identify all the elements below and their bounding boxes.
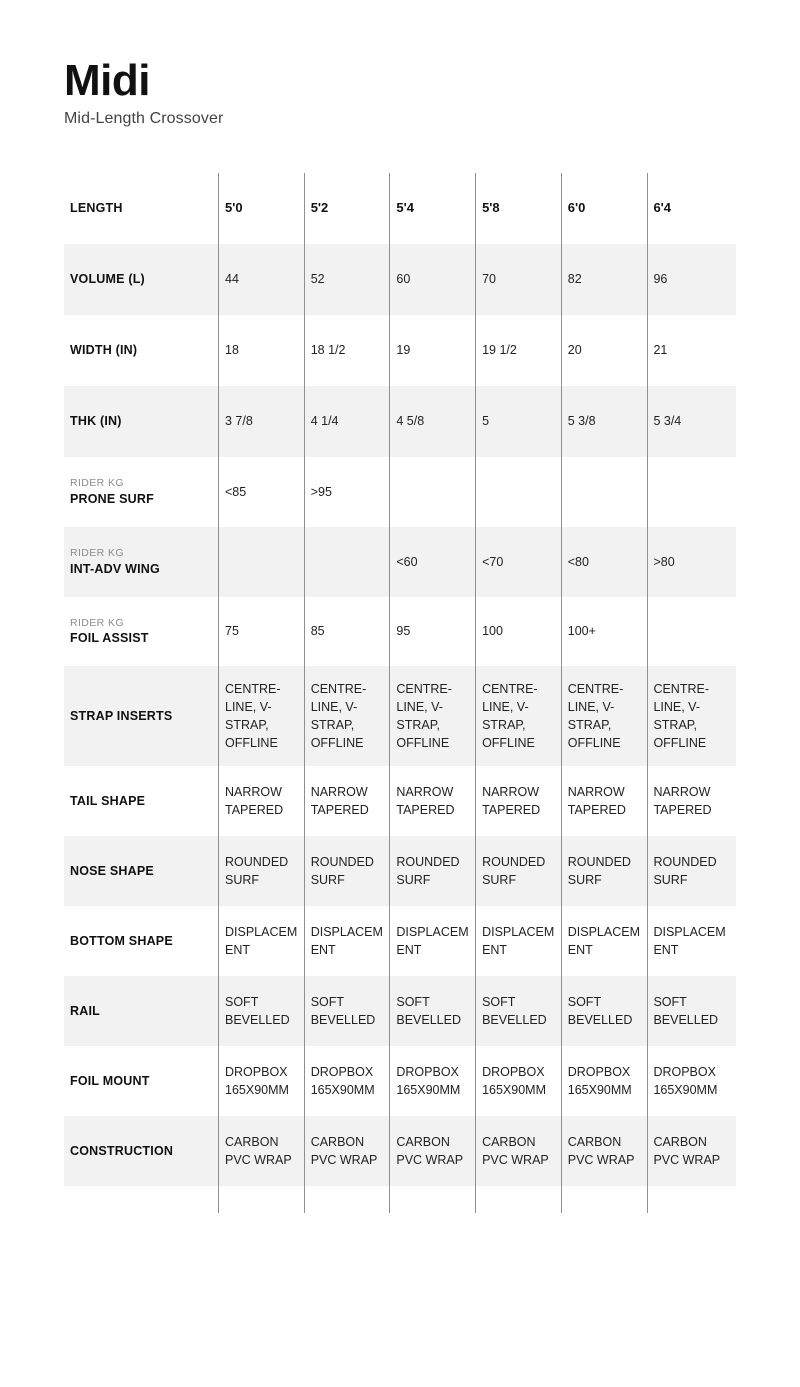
- cell-width-in-5-4: 19: [396, 343, 411, 358]
- cell-foil-mount-6-4: DROPBOX 165X90MM: [653, 1064, 718, 1097]
- table-row: [64, 976, 736, 1046]
- cell-prone-surf-5-2: >95: [310, 484, 332, 499]
- cell-foil-mount-5-8: DROPBOX 165X90MM: [482, 1064, 546, 1097]
- cell-strap-inserts-5-4: CENTRE-LINE, V-STRAP, OFFLINE: [396, 681, 452, 751]
- cell-int-adv-wing-5-8: <70: [482, 554, 504, 569]
- row-header-width-in: [64, 315, 218, 386]
- cell-foil-assist-6-4: [646, 597, 732, 666]
- cell-width-in-6-0: 20: [567, 343, 582, 358]
- cell-nose-shape-5-2: ROUNDED SURF: [310, 854, 374, 887]
- cell-construction-5-4: CARBON PVC WRAP: [396, 1134, 464, 1167]
- cell-thk-in-5-2: 4 1/4: [310, 414, 339, 429]
- row-header-int-adv-wing: [64, 527, 218, 597]
- cell-foil-assist-5-8: 100: [482, 624, 503, 639]
- row-label-text: NOSE SHAPE: [70, 863, 154, 878]
- row-label-text: PRONE SURF: [70, 491, 154, 506]
- cell-int-adv-wing-5-0: [218, 527, 304, 597]
- cell-nose-shape-5-8: ROUNDED SURF: [482, 854, 546, 887]
- cell-rail-6-4: SOFT BEVELLED: [653, 994, 719, 1027]
- table-row: [64, 666, 736, 766]
- cell-foil-assist-5-4: 95: [396, 624, 411, 639]
- cell-nose-shape-5-0: ROUNDED SURF: [225, 854, 289, 887]
- cell-strap-inserts-5-8: CENTRE-LINE, V-STRAP, OFFLINE: [482, 681, 538, 751]
- table-row: [64, 315, 736, 386]
- cell-construction-6-4: CARBON PVC WRAP: [653, 1134, 721, 1167]
- cell-prone-surf-5-4: [389, 457, 475, 527]
- column-header-5-2: 5'2: [310, 200, 329, 216]
- cell-bottom-shape-5-2: DISPLACEMENT: [310, 924, 383, 957]
- cell-foil-assist-5-0: 75: [225, 624, 239, 639]
- cell-width-in-5-0: 18: [225, 343, 239, 358]
- row-header-strap-inserts: [64, 666, 218, 766]
- row-header-thk-in: [64, 386, 218, 457]
- row-label-text: INT-ADV WING: [70, 561, 160, 576]
- row-label-text: CONSTRUCTION: [70, 1143, 174, 1158]
- cell-foil-mount-5-4: DROPBOX 165X90MM: [396, 1064, 461, 1097]
- cell-foil-assist-6-0: 100+: [567, 624, 596, 639]
- cell-tail-shape-5-0: NARROW TAPERED: [225, 784, 284, 817]
- table-row: [64, 766, 736, 836]
- table-row: [64, 1046, 736, 1116]
- table-row: [64, 457, 736, 527]
- row-label-kicker: RIDER KG: [70, 616, 124, 629]
- cell-volume-l-6-0: 82: [567, 272, 582, 287]
- row-label-text: THK (IN): [70, 414, 122, 428]
- row-label-kicker: RIDER KG: [70, 477, 124, 490]
- row-header-prone-surf: [64, 457, 218, 527]
- cell-bottom-shape-6-0: DISPLACEMENT: [567, 924, 640, 957]
- cell-construction-6-0: CARBON PVC WRAP: [567, 1134, 635, 1167]
- cell-int-adv-wing-5-2: [304, 527, 390, 597]
- row-label-kicker: RIDER KG: [70, 547, 124, 560]
- row-header-nose-shape: [64, 836, 218, 906]
- cell-strap-inserts-5-2: CENTRE-LINE, V-STRAP, OFFLINE: [310, 681, 367, 751]
- cell-construction-5-8: CARBON PVC WRAP: [482, 1134, 549, 1167]
- cell-bottom-shape-5-0: DISPLACEMENT: [225, 924, 298, 957]
- row-label-text: BOTTOM SHAPE: [70, 933, 173, 948]
- cell-nose-shape-6-4: ROUNDED SURF: [653, 854, 717, 887]
- cell-thk-in-5-4: 4 5/8: [396, 414, 425, 429]
- row-header-length: [64, 173, 218, 244]
- row-header-tail-shape: [64, 766, 218, 836]
- cell-volume-l-5-4: 60: [396, 272, 411, 287]
- cell-foil-mount-5-2: DROPBOX 165X90MM: [310, 1064, 375, 1097]
- cell-int-adv-wing-6-4: >80: [653, 554, 675, 569]
- page-subtitle: Mid-Length Crossover: [64, 110, 224, 128]
- cell-thk-in-5-0: 3 7/8: [225, 414, 253, 429]
- table-row: [64, 527, 736, 597]
- row-header-bottom-shape: [64, 906, 218, 976]
- row-label-text: WIDTH (IN): [70, 343, 138, 357]
- row-label-text: FOIL MOUNT: [70, 1073, 150, 1088]
- row-header-rail: [64, 976, 218, 1046]
- page-header: [64, 58, 744, 128]
- cell-width-in-5-2: 18 1/2: [310, 343, 346, 358]
- table-row: [64, 386, 736, 457]
- cell-volume-l-5-2: 52: [310, 272, 325, 287]
- cell-int-adv-wing-5-4: <60: [396, 554, 418, 569]
- cell-prone-surf-5-0: <85: [225, 484, 247, 499]
- cell-rail-5-4: SOFT BEVELLED: [396, 994, 461, 1027]
- cell-foil-mount-5-0: DROPBOX 165X90MM: [225, 1064, 289, 1097]
- table-row: [64, 836, 736, 906]
- cell-width-in-6-4: 21: [653, 343, 668, 358]
- table-row: [64, 906, 736, 976]
- cell-bottom-shape-5-4: DISPLACEMENT: [396, 924, 469, 957]
- column-header-6-0: 6'0: [567, 200, 586, 216]
- row-label-text: LENGTH: [70, 201, 123, 215]
- column-header-5-4: 5'4: [396, 200, 414, 216]
- cell-strap-inserts-6-4: CENTRE-LINE, V-STRAP, OFFLINE: [653, 681, 709, 751]
- table-row: [64, 244, 736, 315]
- cell-rail-5-8: SOFT BEVELLED: [482, 994, 547, 1027]
- cell-volume-l-5-8: 70: [482, 272, 496, 287]
- cell-nose-shape-5-4: ROUNDED SURF: [396, 854, 460, 887]
- cell-prone-surf-6-4: [646, 457, 732, 527]
- table-header-row: [64, 173, 736, 244]
- cell-tail-shape-6-4: NARROW TAPERED: [653, 784, 712, 817]
- column-header-5-8: 5'8: [482, 200, 500, 216]
- cell-bottom-shape-5-8: DISPLACEMENT: [482, 924, 555, 957]
- cell-foil-mount-6-0: DROPBOX 165X90MM: [567, 1064, 632, 1097]
- cell-width-in-5-8: 19 1/2: [482, 343, 517, 358]
- row-label-text: VOLUME (L): [70, 272, 145, 286]
- cell-rail-6-0: SOFT BEVELLED: [567, 994, 633, 1027]
- cell-tail-shape-6-0: NARROW TAPERED: [567, 784, 626, 817]
- cell-construction-5-0: CARBON PVC WRAP: [225, 1134, 292, 1167]
- column-header-5-0: 5'0: [225, 200, 243, 216]
- cell-rail-5-2: SOFT BEVELLED: [310, 994, 376, 1027]
- column-header-6-4: 6'4: [653, 200, 671, 216]
- row-header-construction: [64, 1116, 218, 1186]
- row-header-foil-mount: [64, 1046, 218, 1116]
- row-label-text: TAIL SHAPE: [70, 793, 146, 808]
- specifications-table: [64, 173, 736, 1186]
- row-label-text: RAIL: [70, 1003, 100, 1018]
- page-title: Midi: [64, 56, 150, 105]
- cell-tail-shape-5-2: NARROW TAPERED: [310, 784, 369, 817]
- cell-tail-shape-5-4: NARROW TAPERED: [396, 784, 455, 817]
- cell-volume-l-5-0: 44: [225, 272, 239, 287]
- row-header-volume-l: [64, 244, 218, 315]
- cell-construction-5-2: CARBON PVC WRAP: [310, 1134, 378, 1167]
- cell-bottom-shape-6-4: DISPLACEMENT: [653, 924, 726, 957]
- cell-tail-shape-5-8: NARROW TAPERED: [482, 784, 541, 817]
- table-row: [64, 1116, 736, 1186]
- row-label-text: STRAP INSERTS: [70, 708, 173, 723]
- cell-int-adv-wing-6-0: <80: [567, 554, 589, 569]
- row-header-foil-assist: [64, 597, 218, 666]
- cell-strap-inserts-6-0: CENTRE-LINE, V-STRAP, OFFLINE: [567, 681, 624, 751]
- cell-thk-in-5-8: 5: [482, 414, 490, 429]
- cell-thk-in-6-0: 5 3/8: [567, 414, 596, 429]
- cell-foil-assist-5-2: 85: [310, 624, 325, 639]
- row-label-text: FOIL ASSIST: [70, 631, 149, 646]
- cell-nose-shape-6-0: ROUNDED SURF: [567, 854, 631, 887]
- cell-prone-surf-5-8: [475, 457, 561, 527]
- cell-thk-in-6-4: 5 3/4: [653, 414, 682, 429]
- cell-strap-inserts-5-0: CENTRE-LINE, V-STRAP, OFFLINE: [225, 681, 281, 751]
- table-row: [64, 597, 736, 666]
- cell-volume-l-6-4: 96: [653, 272, 668, 287]
- cell-rail-5-0: SOFT BEVELLED: [225, 994, 290, 1027]
- cell-prone-surf-6-0: [561, 457, 647, 527]
